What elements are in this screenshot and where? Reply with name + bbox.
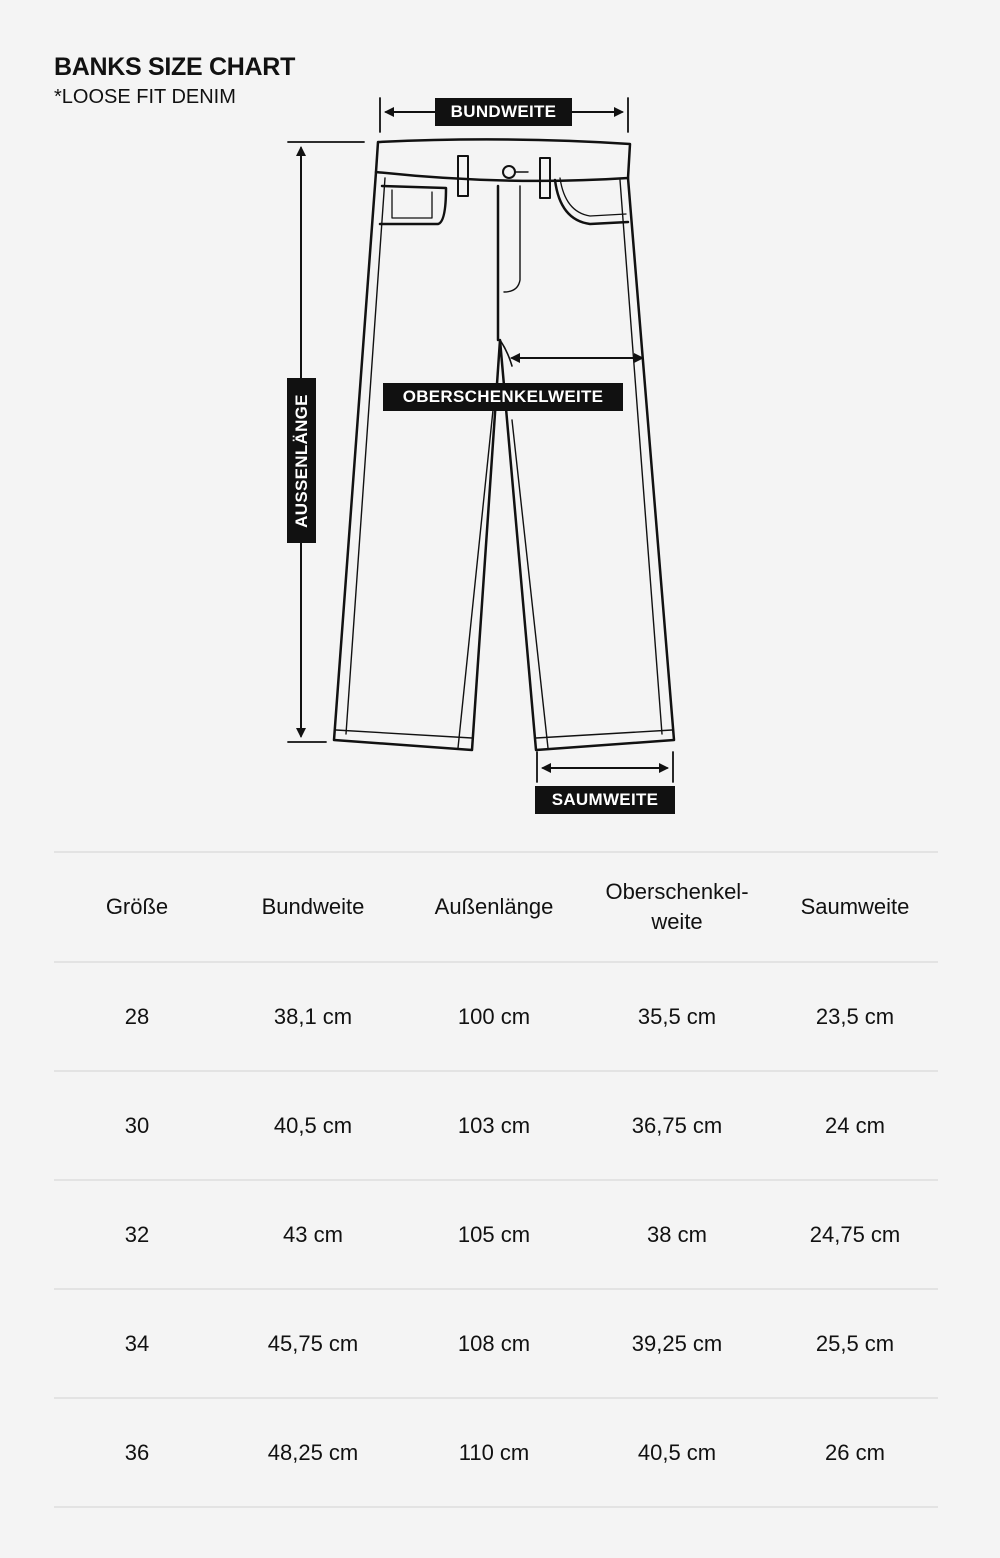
cell-size: 32 xyxy=(54,1180,220,1289)
cell-size: 28 xyxy=(54,962,220,1071)
cell-thigh: 38 cm xyxy=(582,1180,772,1289)
cell-outseam: 100 cm xyxy=(406,962,582,1071)
hem-measure-line xyxy=(537,752,673,782)
table-row xyxy=(54,1071,938,1180)
cell-hem: 26 cm xyxy=(772,1398,938,1507)
cell-waist: 45,75 cm xyxy=(220,1289,406,1398)
table-row xyxy=(54,962,938,1071)
cell-thigh: 39,25 cm xyxy=(582,1289,772,1398)
waist-label: BUNDWEITE xyxy=(435,98,572,126)
outseam-label xyxy=(287,378,316,543)
page-subtitle: *LOOSE FIT DENIM xyxy=(54,86,236,108)
cell-thigh: 35,5 cm xyxy=(582,962,772,1071)
header-hem: Saumweite xyxy=(772,852,938,962)
cell-waist: 40,5 cm xyxy=(220,1071,406,1180)
cell-hem: 24,75 cm xyxy=(772,1180,938,1289)
cell-hem: 25,5 cm xyxy=(772,1289,938,1398)
header-size: Größe xyxy=(54,852,220,962)
table-row xyxy=(54,1180,938,1289)
cell-size: 30 xyxy=(54,1071,220,1180)
cell-hem: 23,5 cm xyxy=(772,962,938,1071)
cell-size: 34 xyxy=(54,1289,220,1398)
cell-size: 36 xyxy=(54,1398,220,1507)
table-header-row xyxy=(54,852,938,962)
table-row xyxy=(54,1289,938,1398)
jeans-outline xyxy=(334,139,674,750)
header-thigh: Oberschenkel- weite xyxy=(582,852,772,962)
cell-waist: 38,1 cm xyxy=(220,962,406,1071)
cell-outseam: 105 cm xyxy=(406,1180,582,1289)
size-table xyxy=(54,851,938,1508)
header-waist: Bundweite xyxy=(220,852,406,962)
thigh-label: OBERSCHENKELWEITE xyxy=(383,383,623,411)
cell-waist: 48,25 cm xyxy=(220,1398,406,1507)
cell-outseam: 103 cm xyxy=(406,1071,582,1180)
header-outseam: Außenlänge xyxy=(406,852,582,962)
cell-thigh: 36,75 cm xyxy=(582,1071,772,1180)
cell-thigh: 40,5 cm xyxy=(582,1398,772,1507)
cell-waist: 43 cm xyxy=(220,1180,406,1289)
page-title: BANKS SIZE CHART xyxy=(54,53,296,81)
outseam-label-text: AUSSENLÄNGE xyxy=(291,393,311,528)
cell-outseam: 110 cm xyxy=(406,1398,582,1507)
cell-hem: 24 cm xyxy=(772,1071,938,1180)
table-row xyxy=(54,1398,938,1507)
hem-label: SAUMWEITE xyxy=(535,786,675,814)
cell-outseam: 108 cm xyxy=(406,1289,582,1398)
